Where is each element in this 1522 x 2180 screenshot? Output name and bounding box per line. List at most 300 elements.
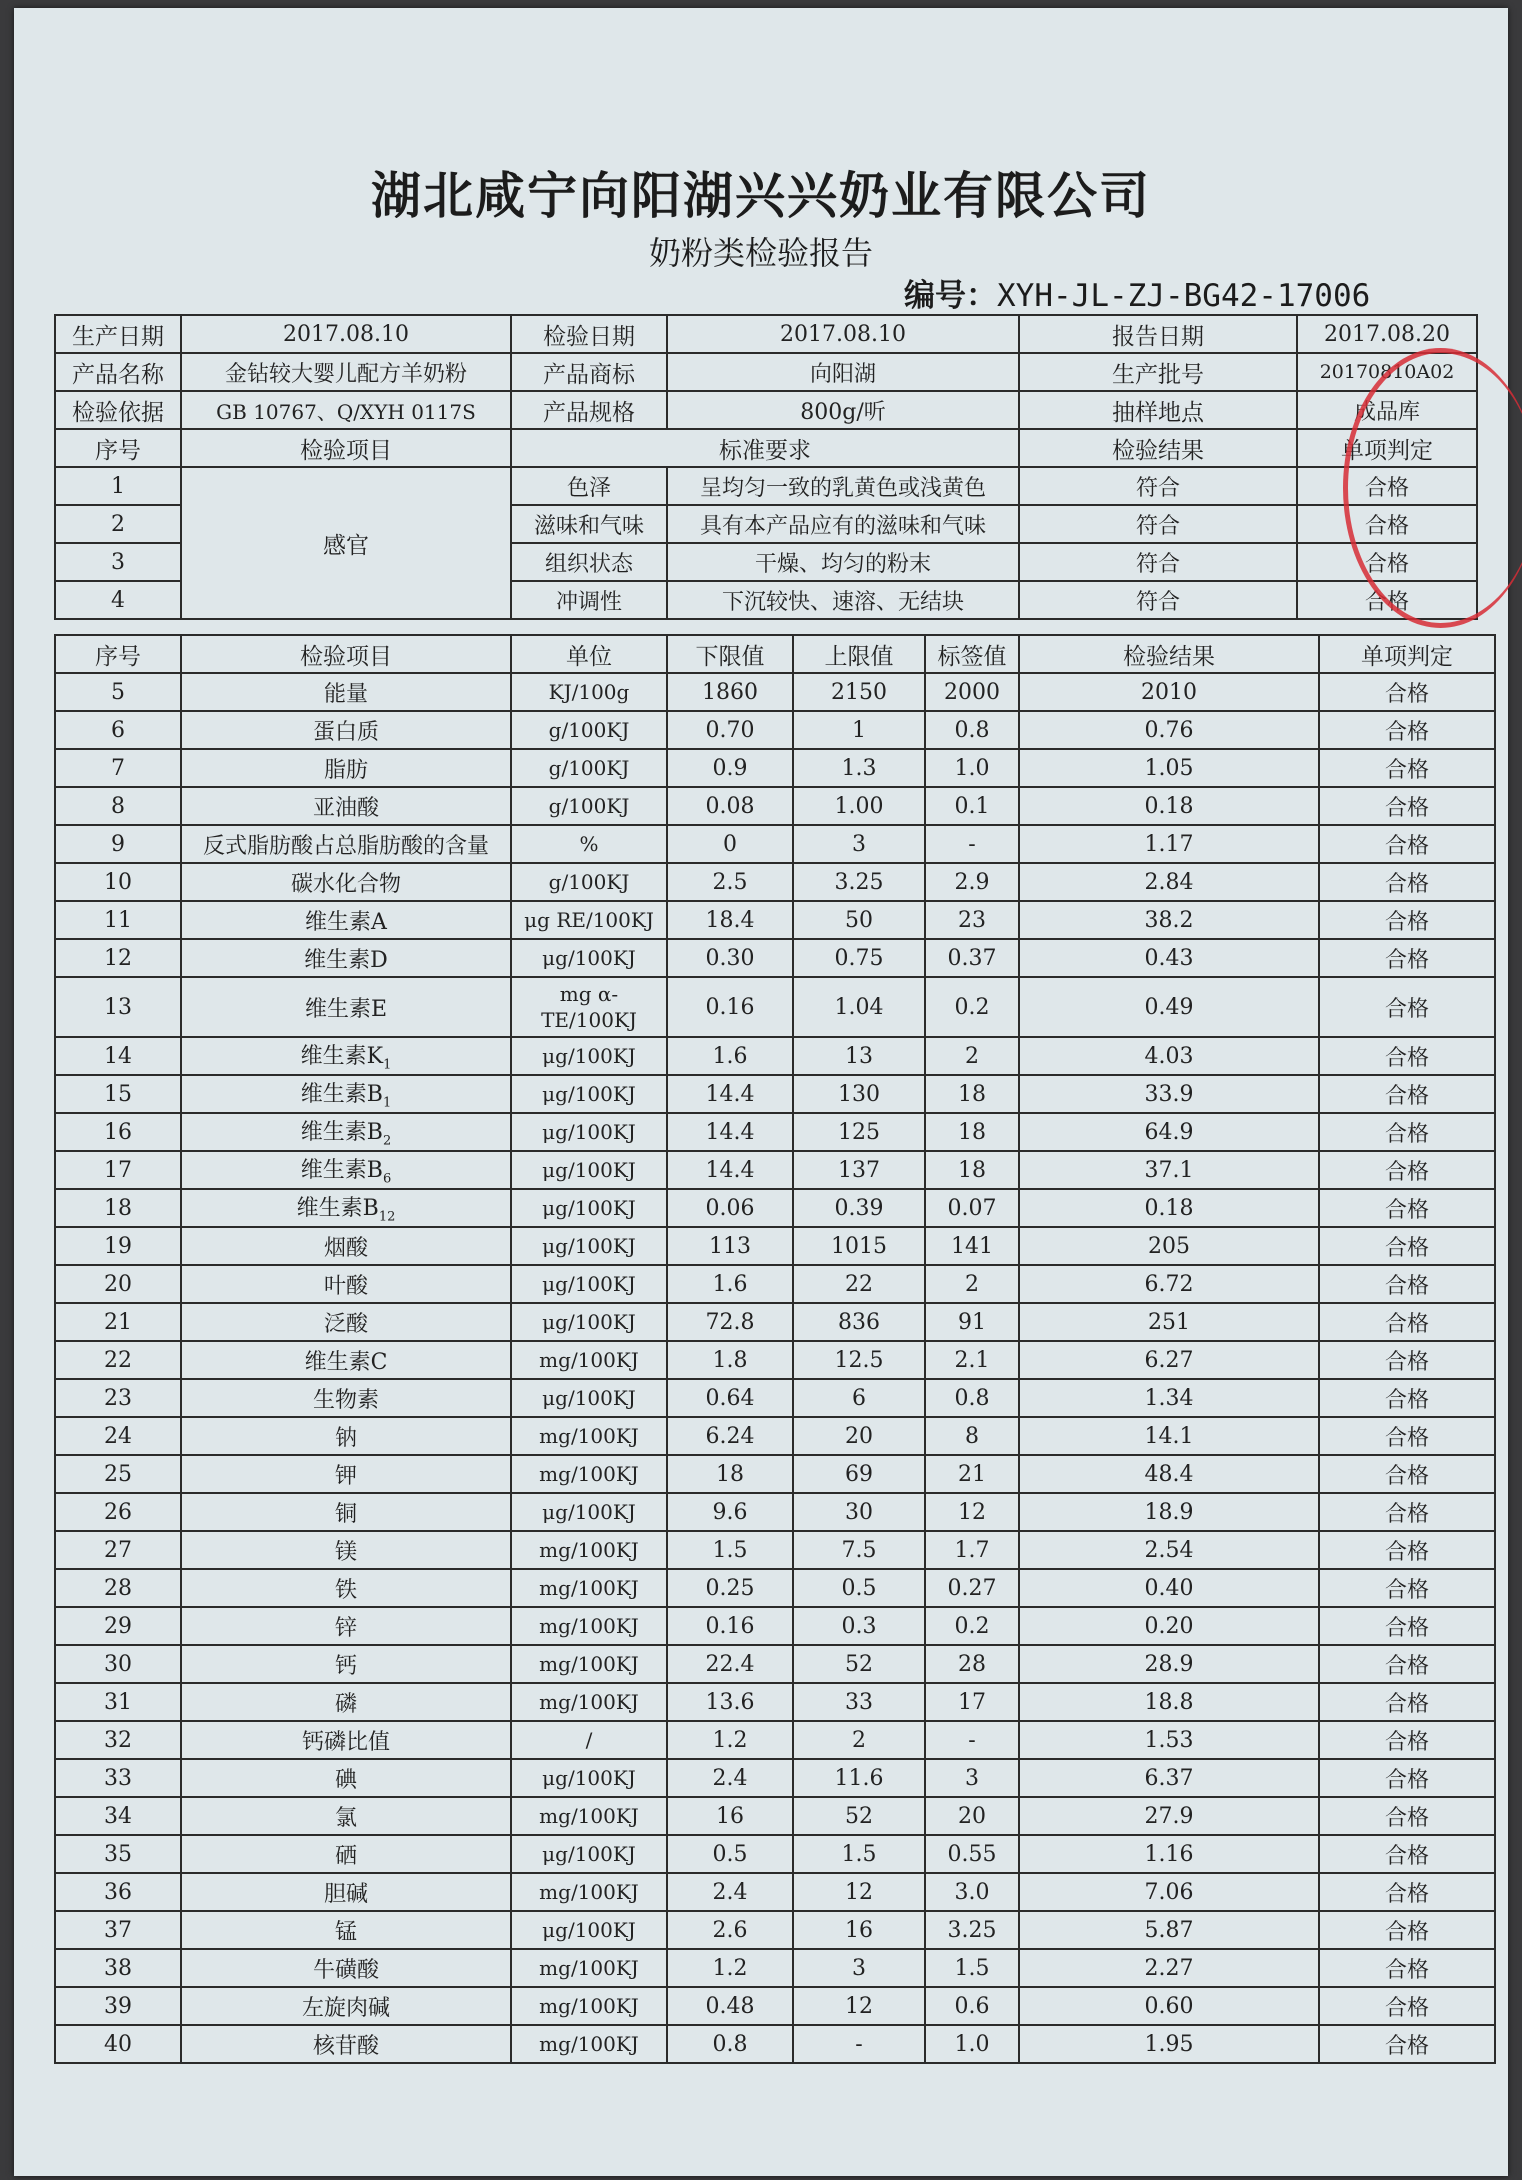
cell-result: 64.9 xyxy=(1019,1113,1319,1151)
cell-judgement: 合格 xyxy=(1319,1873,1495,1911)
cell-unit: mg/100KJ xyxy=(511,1645,667,1683)
cell-result: 5.87 xyxy=(1019,1911,1319,1949)
cell-unit: μg/100KJ xyxy=(511,1379,667,1417)
table-row xyxy=(55,1797,1495,1835)
cell-result: 48.4 xyxy=(1019,1455,1319,1493)
cell-item xyxy=(181,1227,511,1265)
item-name: 维生素B xyxy=(300,1120,383,1146)
cell-lower: 0.8 xyxy=(667,2025,793,2063)
cell-no: 35 xyxy=(55,1835,181,1873)
cell-item xyxy=(181,1873,511,1911)
sensory-col-judgement: 单项判定 xyxy=(1297,429,1477,467)
cell-judgement: 合格 xyxy=(1319,787,1495,825)
cell-unit: mg/100KJ xyxy=(511,1683,667,1721)
cell-label: 2000 xyxy=(925,673,1019,711)
cell-item xyxy=(181,2025,511,2063)
cell-unit: g/100KJ xyxy=(511,711,667,749)
cell-no: 10 xyxy=(55,863,181,901)
cell-lower: 0.5 xyxy=(667,1835,793,1873)
cell-lower: 0.25 xyxy=(667,1569,793,1607)
cell-lower: 1.5 xyxy=(667,1531,793,1569)
cell-label: 91 xyxy=(925,1303,1019,1341)
cell-judgement: 合格 xyxy=(1319,1227,1495,1265)
cell-item xyxy=(181,977,511,1037)
item-subscript: 1 xyxy=(383,1057,392,1073)
cell-lower: 2.4 xyxy=(667,1873,793,1911)
cell-no: 26 xyxy=(55,1493,181,1531)
cell-judgement: 合格 xyxy=(1319,1721,1495,1759)
cell-result: 33.9 xyxy=(1019,1075,1319,1113)
sensory-judgement: 合格 xyxy=(1297,581,1477,619)
nutrient-header-row xyxy=(55,635,1495,673)
cell-upper: 3 xyxy=(793,825,925,863)
table-row xyxy=(55,1113,1495,1151)
cell-result: 0.60 xyxy=(1019,1987,1319,2025)
cell-item xyxy=(181,901,511,939)
cell-label: 3.0 xyxy=(925,1873,1019,1911)
cell-item xyxy=(181,1265,511,1303)
cell-result: 1.95 xyxy=(1019,2025,1319,2063)
cell-item xyxy=(181,1835,511,1873)
info-row xyxy=(55,315,1477,353)
cell-item xyxy=(181,1189,511,1227)
item-name: 维生素B xyxy=(296,1196,379,1222)
cell-judgement: 合格 xyxy=(1319,1417,1495,1455)
cell-unit: μg/100KJ xyxy=(511,1303,667,1341)
report-date-label: 报告日期 xyxy=(1019,315,1297,353)
cell-lower: 2.6 xyxy=(667,1911,793,1949)
cell-result: 0.20 xyxy=(1019,1607,1319,1645)
item-name: 维生素K xyxy=(300,1044,384,1070)
report-paper xyxy=(14,8,1508,2176)
cell-result: 1.16 xyxy=(1019,1835,1319,1873)
cell-judgement: 合格 xyxy=(1319,1987,1495,2025)
cell-no: 40 xyxy=(55,2025,181,2063)
cell-lower: 1.2 xyxy=(667,1721,793,1759)
cell-unit: mg/100KJ xyxy=(511,1949,667,1987)
cell-unit: mg/100KJ xyxy=(511,1797,667,1835)
cell-result: 18.8 xyxy=(1019,1683,1319,1721)
table-row xyxy=(55,1683,1495,1721)
table-row xyxy=(55,1455,1495,1493)
cell-no: 27 xyxy=(55,1531,181,1569)
cell-lower: 0.64 xyxy=(667,1379,793,1417)
cell-result: 0.18 xyxy=(1019,1189,1319,1227)
cell-item xyxy=(181,787,511,825)
cell-upper: 1.5 xyxy=(793,1835,925,1873)
cell-no: 36 xyxy=(55,1873,181,1911)
cell-result: 28.9 xyxy=(1019,1645,1319,1683)
cell-no: 24 xyxy=(55,1417,181,1455)
table-row xyxy=(55,1835,1495,1873)
cell-unit: μg/100KJ xyxy=(511,1113,667,1151)
cell-item xyxy=(181,1037,511,1075)
item-name: 胆碱 xyxy=(323,1881,368,1907)
sampling: 成品库 xyxy=(1297,391,1477,429)
cell-no: 11 xyxy=(55,901,181,939)
item-name: 核苷酸 xyxy=(312,2033,379,2059)
cell-unit: mg α-TE/100KJ xyxy=(511,977,667,1037)
cell-upper: 1.04 xyxy=(793,977,925,1037)
brand: 向阳湖 xyxy=(667,353,1019,391)
item-name: 铜 xyxy=(334,1501,357,1527)
table-row xyxy=(55,1341,1495,1379)
cell-label: 0.37 xyxy=(925,939,1019,977)
nutrient-table xyxy=(54,634,1496,2064)
cell-judgement: 合格 xyxy=(1319,2025,1495,2063)
table-row xyxy=(55,749,1495,787)
sensory-sub: 冲调性 xyxy=(511,581,667,619)
cell-unit: g/100KJ xyxy=(511,863,667,901)
cell-upper: 12 xyxy=(793,1873,925,1911)
cell-item xyxy=(181,1303,511,1341)
cell-judgement: 合格 xyxy=(1319,1949,1495,1987)
col-item: 检验项目 xyxy=(181,635,511,673)
cell-judgement: 合格 xyxy=(1319,1037,1495,1075)
cell-judgement: 合格 xyxy=(1319,939,1495,977)
cell-judgement: 合格 xyxy=(1319,1607,1495,1645)
sensory-judgement: 合格 xyxy=(1297,505,1477,543)
item-name: 叶酸 xyxy=(323,1273,368,1299)
cell-lower: 0.06 xyxy=(667,1189,793,1227)
table-row xyxy=(55,1151,1495,1189)
sensory-col-item: 检验项目 xyxy=(181,429,511,467)
table-row xyxy=(55,939,1495,977)
cell-result: 0.49 xyxy=(1019,977,1319,1037)
table-row xyxy=(55,1569,1495,1607)
table-row xyxy=(55,1417,1495,1455)
cell-item xyxy=(181,825,511,863)
cell-item xyxy=(181,1455,511,1493)
report-code-value: XYH-JL-ZJ-BG42-17006 xyxy=(997,278,1371,314)
cell-lower: 13.6 xyxy=(667,1683,793,1721)
cell-lower: 0.16 xyxy=(667,1607,793,1645)
cell-item xyxy=(181,1113,511,1151)
sampling-label: 抽样地点 xyxy=(1019,391,1297,429)
item-name: 维生素C xyxy=(304,1349,388,1375)
cell-upper: 52 xyxy=(793,1645,925,1683)
cell-upper: 11.6 xyxy=(793,1759,925,1797)
table-row xyxy=(55,1607,1495,1645)
cell-no: 39 xyxy=(55,1987,181,2025)
cell-judgement: 合格 xyxy=(1319,1645,1495,1683)
item-name: 左旋肉碱 xyxy=(301,1995,390,2021)
item-name: 钙磷比值 xyxy=(301,1729,390,1755)
cell-result: 1.53 xyxy=(1019,1721,1319,1759)
sensory-header-row xyxy=(55,429,1477,467)
cell-item xyxy=(181,1531,511,1569)
cell-label: 21 xyxy=(925,1455,1019,1493)
cell-no: 20 xyxy=(55,1265,181,1303)
cell-upper: 22 xyxy=(793,1265,925,1303)
item-name: 维生素B xyxy=(300,1158,383,1184)
cell-item xyxy=(181,749,511,787)
cell-unit: μg/100KJ xyxy=(511,1835,667,1873)
cell-unit: KJ/100g xyxy=(511,673,667,711)
table-row xyxy=(55,1759,1495,1797)
cell-judgement: 合格 xyxy=(1319,825,1495,863)
cell-no: 18 xyxy=(55,1189,181,1227)
table-row xyxy=(55,977,1495,1037)
cell-no: 8 xyxy=(55,787,181,825)
cell-no: 12 xyxy=(55,939,181,977)
cell-item xyxy=(181,711,511,749)
cell-lower: 0.16 xyxy=(667,977,793,1037)
cell-lower: 18.4 xyxy=(667,901,793,939)
cell-item xyxy=(181,1683,511,1721)
sensory-col-standard: 标准要求 xyxy=(511,429,1019,467)
cell-no: 28 xyxy=(55,1569,181,1607)
table-row xyxy=(55,1531,1495,1569)
cell-unit: mg/100KJ xyxy=(511,1417,667,1455)
col-result: 检验结果 xyxy=(1019,635,1319,673)
cell-unit: μg/100KJ xyxy=(511,1227,667,1265)
cell-judgement: 合格 xyxy=(1319,1113,1495,1151)
item-name: 镁 xyxy=(334,1539,357,1565)
production-date-label: 生产日期 xyxy=(55,315,181,353)
cell-unit: μg/100KJ xyxy=(511,1911,667,1949)
cell-judgement: 合格 xyxy=(1319,1265,1495,1303)
cell-no: 30 xyxy=(55,1645,181,1683)
basis-label: 检验依据 xyxy=(55,391,181,429)
cell-label: 1.0 xyxy=(925,749,1019,787)
cell-label: 20 xyxy=(925,1797,1019,1835)
cell-item xyxy=(181,1911,511,1949)
table-row xyxy=(55,901,1495,939)
col-no: 序号 xyxy=(55,635,181,673)
info-table xyxy=(54,314,1478,620)
cell-label: 1.7 xyxy=(925,1531,1019,1569)
col-unit: 单位 xyxy=(511,635,667,673)
cell-unit: mg/100KJ xyxy=(511,1607,667,1645)
cell-item xyxy=(181,1797,511,1835)
cell-result: 251 xyxy=(1019,1303,1319,1341)
sensory-standard: 干燥、均匀的粉末 xyxy=(667,543,1019,581)
cell-result: 0.43 xyxy=(1019,939,1319,977)
cell-judgement: 合格 xyxy=(1319,749,1495,787)
basis: GB 10767、Q/XYH 0117S xyxy=(181,391,511,429)
cell-lower: 22.4 xyxy=(667,1645,793,1683)
cell-lower: 1860 xyxy=(667,673,793,711)
cell-item xyxy=(181,939,511,977)
cell-label: 0.1 xyxy=(925,787,1019,825)
item-name: 维生素E xyxy=(304,996,388,1022)
inspection-date-label: 检验日期 xyxy=(511,315,667,353)
item-name: 脂肪 xyxy=(323,757,368,783)
cell-upper: 20 xyxy=(793,1417,925,1455)
cell-result: 1.34 xyxy=(1019,1379,1319,1417)
cell-judgement: 合格 xyxy=(1319,1759,1495,1797)
cell-lower: 0.30 xyxy=(667,939,793,977)
cell-label: 8 xyxy=(925,1417,1019,1455)
cell-result: 38.2 xyxy=(1019,901,1319,939)
cell-lower: 113 xyxy=(667,1227,793,1265)
cell-no: 23 xyxy=(55,1379,181,1417)
item-name: 反式脂肪酸占总脂肪酸的含量 xyxy=(202,833,489,859)
sensory-sub: 滋味和气味 xyxy=(511,505,667,543)
cell-item xyxy=(181,1417,511,1455)
sensory-result: 符合 xyxy=(1019,505,1297,543)
item-name: 锌 xyxy=(334,1615,357,1641)
cell-upper: 2150 xyxy=(793,673,925,711)
cell-unit: μg/100KJ xyxy=(511,1037,667,1075)
cell-label: 0.27 xyxy=(925,1569,1019,1607)
cell-lower: 14.4 xyxy=(667,1113,793,1151)
cell-label: 17 xyxy=(925,1683,1019,1721)
cell-lower: 0.9 xyxy=(667,749,793,787)
sensory-row xyxy=(55,467,1477,505)
cell-lower: 14.4 xyxy=(667,1075,793,1113)
item-name: 锰 xyxy=(334,1919,357,1945)
item-name: 碳水化合物 xyxy=(290,871,401,897)
item-name: 烟酸 xyxy=(323,1235,368,1261)
cell-label: 2 xyxy=(925,1037,1019,1075)
table-row xyxy=(55,1379,1495,1417)
sensory-no: 2 xyxy=(55,505,181,543)
cell-label: 18 xyxy=(925,1151,1019,1189)
cell-unit: g/100KJ xyxy=(511,787,667,825)
cell-no: 5 xyxy=(55,673,181,711)
cell-lower: 18 xyxy=(667,1455,793,1493)
cell-judgement: 合格 xyxy=(1319,901,1495,939)
cell-lower: 1.6 xyxy=(667,1265,793,1303)
info-row xyxy=(55,391,1477,429)
cell-result: 7.06 xyxy=(1019,1873,1319,1911)
product-name-label: 产品名称 xyxy=(55,353,181,391)
report-title: 奶粉类检验报告 xyxy=(648,234,873,272)
item-name: 氯 xyxy=(334,1805,357,1831)
cell-upper: 3 xyxy=(793,1949,925,1987)
cell-lower: 6.24 xyxy=(667,1417,793,1455)
cell-no: 14 xyxy=(55,1037,181,1075)
item-subscript: 6 xyxy=(382,1171,392,1187)
cell-unit: μg/100KJ xyxy=(511,1493,667,1531)
cell-unit: mg/100KJ xyxy=(511,1455,667,1493)
table-row xyxy=(55,1987,1495,2025)
table-row xyxy=(55,711,1495,749)
table-row xyxy=(55,1493,1495,1531)
cell-lower: 0.70 xyxy=(667,711,793,749)
cell-label: 3 xyxy=(925,1759,1019,1797)
item-name: 铁 xyxy=(334,1577,357,1603)
cell-item xyxy=(181,1341,511,1379)
cell-label: 2.9 xyxy=(925,863,1019,901)
cell-lower: 1.2 xyxy=(667,1949,793,1987)
cell-item xyxy=(181,1151,511,1189)
cell-upper: 1.00 xyxy=(793,787,925,825)
cell-no: 9 xyxy=(55,825,181,863)
cell-no: 38 xyxy=(55,1949,181,1987)
cell-judgement: 合格 xyxy=(1319,1151,1495,1189)
cell-item xyxy=(181,1075,511,1113)
cell-judgement: 合格 xyxy=(1319,1531,1495,1569)
cell-result: 1.17 xyxy=(1019,825,1319,863)
cell-upper: 836 xyxy=(793,1303,925,1341)
cell-lower: 14.4 xyxy=(667,1151,793,1189)
sensory-judgement: 合格 xyxy=(1297,543,1477,581)
cell-label: 2.1 xyxy=(925,1341,1019,1379)
cell-label: 1.0 xyxy=(925,2025,1019,2063)
sensory-judgement: 合格 xyxy=(1297,467,1477,505)
col-label: 标签值 xyxy=(925,635,1019,673)
cell-lower: 72.8 xyxy=(667,1303,793,1341)
sensory-standard: 下沉较快、速溶、无结块 xyxy=(667,581,1019,619)
cell-item xyxy=(181,1645,511,1683)
report-date: 2017.08.20 xyxy=(1297,315,1477,353)
cell-result: 2.27 xyxy=(1019,1949,1319,1987)
cell-lower: 0.08 xyxy=(667,787,793,825)
table-row xyxy=(55,1645,1495,1683)
cell-label: 0.55 xyxy=(925,1835,1019,1873)
cell-result: 6.37 xyxy=(1019,1759,1319,1797)
cell-upper: 1 xyxy=(793,711,925,749)
cell-label: 0.2 xyxy=(925,977,1019,1037)
cell-label: - xyxy=(925,1721,1019,1759)
cell-judgement: 合格 xyxy=(1319,1683,1495,1721)
col-upper: 上限值 xyxy=(793,635,925,673)
item-subscript: 12 xyxy=(378,1209,396,1225)
cell-upper: 50 xyxy=(793,901,925,939)
sensory-sub: 色泽 xyxy=(511,467,667,505)
cell-judgement: 合格 xyxy=(1319,1493,1495,1531)
cell-upper: 0.39 xyxy=(793,1189,925,1227)
cell-lower: 0.48 xyxy=(667,1987,793,2025)
cell-unit: mg/100KJ xyxy=(511,1987,667,2025)
sensory-no: 4 xyxy=(55,581,181,619)
table-row xyxy=(55,1037,1495,1075)
cell-upper: 0.75 xyxy=(793,939,925,977)
cell-no: 25 xyxy=(55,1455,181,1493)
cell-label: 1.5 xyxy=(925,1949,1019,1987)
cell-unit: / xyxy=(511,1721,667,1759)
cell-result: 6.72 xyxy=(1019,1265,1319,1303)
item-name: 钙 xyxy=(334,1653,357,1679)
cell-judgement: 合格 xyxy=(1319,1379,1495,1417)
cell-result: 0.18 xyxy=(1019,787,1319,825)
item-name: 维生素A xyxy=(305,909,387,935)
cell-judgement: 合格 xyxy=(1319,1189,1495,1227)
cell-lower: 16 xyxy=(667,1797,793,1835)
cell-lower: 9.6 xyxy=(667,1493,793,1531)
item-name: 能量 xyxy=(323,681,368,707)
table-row xyxy=(55,863,1495,901)
item-name: 维生素B xyxy=(300,1082,383,1108)
cell-result: 27.9 xyxy=(1019,1797,1319,1835)
cell-judgement: 合格 xyxy=(1319,673,1495,711)
cell-judgement: 合格 xyxy=(1319,1797,1495,1835)
cell-upper: 16 xyxy=(793,1911,925,1949)
cell-upper: 52 xyxy=(793,1797,925,1835)
cell-no: 33 xyxy=(55,1759,181,1797)
cell-upper: 1.3 xyxy=(793,749,925,787)
item-name: 碘 xyxy=(334,1767,357,1793)
cell-label: - xyxy=(925,825,1019,863)
cell-no: 29 xyxy=(55,1607,181,1645)
sensory-col-no: 序号 xyxy=(55,429,181,467)
item-name: 硒 xyxy=(334,1843,357,1869)
company-name: 湖北咸宁向阳湖兴兴奶业有限公司 xyxy=(371,167,1151,225)
cell-unit: mg/100KJ xyxy=(511,1873,667,1911)
item-subscript: 2 xyxy=(382,1133,392,1149)
cell-label: 18 xyxy=(925,1113,1019,1151)
inspection-date: 2017.08.10 xyxy=(667,315,1019,353)
sensory-standard: 呈均匀一致的乳黄色或浅黄色 xyxy=(667,467,1019,505)
table-row xyxy=(55,673,1495,711)
item-subscript: 1 xyxy=(382,1095,392,1111)
cell-upper: 130 xyxy=(793,1075,925,1113)
item-name: 钾 xyxy=(334,1463,357,1489)
cell-upper: 12 xyxy=(793,1987,925,2025)
